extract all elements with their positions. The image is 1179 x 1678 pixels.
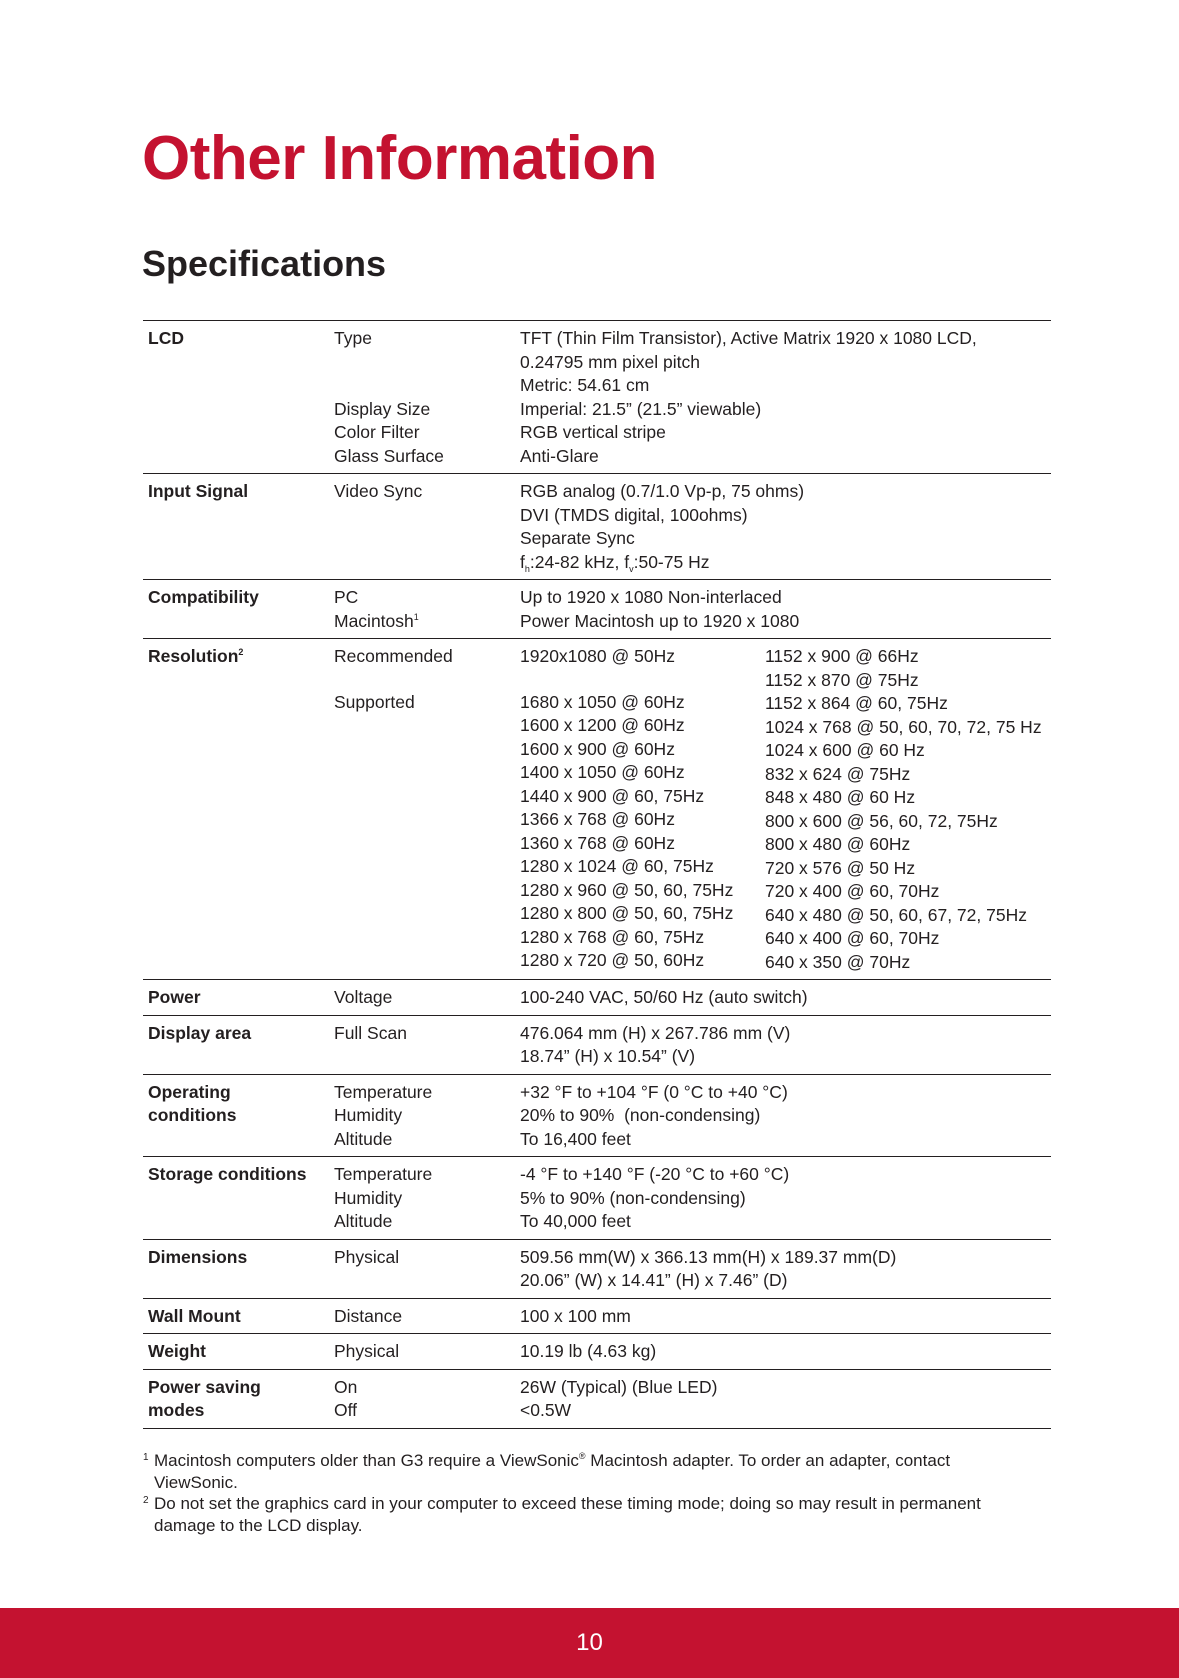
spec-sub: Temperature Humidity Altitude <box>329 1074 515 1157</box>
spec-row-display-area <box>143 1015 1051 1074</box>
spec-name: LCD <box>143 321 329 474</box>
spec-table <box>143 320 1051 1429</box>
spec-row-storage-conditions <box>143 1157 1051 1240</box>
footnote-mark: 1 <box>143 1452 149 1463</box>
spec-row-compatibility <box>143 580 1051 639</box>
spec-value: +32 °F to +104 °F (0 °C to +40 °C) 20% to 90% (non-condensing) To 16,400 feet <box>515 1074 1051 1157</box>
spec-value <box>515 639 1051 980</box>
spec-value: 476.064 mm (H) x 267.786 mm (V) 18.74” (H) x 10.54” (V) <box>515 1015 1051 1074</box>
spec-sub: Recommended Supported <box>329 639 515 980</box>
spec-name: Resolution$^2$ <box>143 639 329 980</box>
frequency-range: $f_h:24-82$ kHz, $f_v:50-75$ Hz <box>520 551 710 574</box>
spec-name: Input Signal <box>143 474 329 580</box>
footnotes <box>143 1450 1043 1536</box>
footnote-ref: 2 <box>238 647 244 657</box>
footnote-mark: 2 <box>143 1495 149 1506</box>
spec-sub: PC Macintosh$^1$ <box>329 580 515 639</box>
spec-name: Display area <box>143 1015 329 1074</box>
spec-value: 100 x 100 mm <box>515 1298 1051 1334</box>
page-number: 10 <box>576 1629 603 1656</box>
spec-name: Dimensions <box>143 1239 329 1298</box>
spec-value: RGB analog (0.7/1.0 Vp-p, 75 ohms) DVI (TMDS digital, 100ohms) Separate Sync $f_h:24-82$ kHz, $f_v:50-75$ Hz <box>515 474 1051 580</box>
spec-row-resolution <box>143 639 1051 980</box>
spec-row-wall-mount <box>143 1298 1051 1334</box>
spec-name: Weight <box>143 1334 329 1370</box>
spec-sub: Temperature Humidity Altitude <box>329 1157 515 1240</box>
spec-row-lcd <box>143 321 1051 474</box>
spec-row-power <box>143 980 1051 1016</box>
spec-name: Operating conditions <box>143 1074 329 1157</box>
spec-value: 509.56 mm(W) x 366.13 mm(H) x 189.37 mm(D) 20.06” (W) x 14.41” (H) x 7.46” (D) <box>515 1239 1051 1298</box>
spec-row-input-signal <box>143 474 1051 580</box>
spec-sub: Physical <box>329 1334 515 1370</box>
spec-name: Wall Mount <box>143 1298 329 1334</box>
spec-row-operating-conditions <box>143 1074 1051 1157</box>
spec-name: Power saving modes <box>143 1369 329 1428</box>
spec-sub: On Off <box>329 1369 515 1428</box>
spec-value: 26W (Typical) (Blue LED) <0.5W <box>515 1369 1051 1428</box>
spec-sub: Physical <box>329 1239 515 1298</box>
spec-sub: Distance <box>329 1298 515 1334</box>
footnote-2: 2 Do not set the graphics card in your computer to exceed these timing mode; doing so may result in permanent damage to the LCD display. <box>143 1493 1043 1536</box>
page-title: Other Information <box>142 124 658 193</box>
spec-value: Up to 1920 x 1080 Non-interlaced Power Macintosh up to 1920 x 1080 <box>515 580 1051 639</box>
spec-value: TFT (Thin Film Transistor), Active Matrix 1920 x 1080 LCD, 0.24795 mm pixel pitch Metric: 54.61 cm Imperial: 21.5” (21.5” viewable) RGB vertical stripe Anti-Glare <box>515 321 1051 474</box>
spec-value: -4 °F to +140 °F (-20 °C to +60 °C) 5% to 90% (non-condensing) To 40,000 feet <box>515 1157 1051 1240</box>
spec-name: Power <box>143 980 329 1016</box>
spec-sub: Voltage <box>329 980 515 1016</box>
spec-value: 100-240 VAC, 50/60 Hz (auto switch) <box>515 980 1051 1016</box>
section-heading: Specifications <box>142 243 387 284</box>
spec-sub: Full Scan <box>329 1015 515 1074</box>
spec-name: Compatibility <box>143 580 329 639</box>
spec-sub: Video Sync <box>329 474 515 580</box>
spec-row-weight <box>143 1334 1051 1370</box>
footnote-ref: 1 <box>413 611 419 622</box>
footnote-1: 1 Macintosh computers older than G3 require a ViewSonic® Macintosh adapter. To order an adapter, contact ViewSonic. <box>143 1450 1043 1493</box>
spec-row-power-saving-modes <box>143 1369 1051 1428</box>
resolution-list-1: 1920x1080 @ 50Hz 1680 x 1050 @ 60Hz 1600 x 1200 @ 60Hz 1600 x 900 @ 60Hz 1400 x 1050 @ 60Hz 1440 x 900 @ 60, 75Hz 1366 x 768 @ 60Hz 1360 x 768 @ 60Hz 1280 x 1024 @ 60, 75Hz 1280 x 960 @ 50, 60, 75Hz 1280 x 800 @ 50, 60, 75Hz 1280 x 768 @ 60, 75Hz 1280 x 720 @ 50, 60Hz <box>520 646 734 970</box>
spec-row-dimensions <box>143 1239 1051 1298</box>
page-footer <box>0 1608 1179 1678</box>
spec-name: Storage conditions <box>143 1157 329 1240</box>
spec-value: 10.19 lb (4.63 kg) <box>515 1334 1051 1370</box>
resolution-list-2: 1152 x 900 @ 66Hz 1152 x 870 @ 75Hz 1152 x 864 @ 60, 75Hz 1024 x 768 @ 50, 60, 70, 72, 75 Hz 1024 x 600 @ 60 Hz 832 x 624 @ 75Hz 848 x 480 @ 60 Hz 800 x 600 @ 56, 60, 72, 75Hz 800 x 480 @ 60Hz 720 x 576 @ 50 Hz 720 x 400 @ 60, 70Hz 640 x 480 @ 50, 60, 67, 72, 75Hz 640 x 400 @ 60, 70Hz 640 x 350 @ 70Hz <box>765 646 1042 972</box>
spec-sub: Type Display Size Color Filter Glass Surface <box>329 321 515 474</box>
